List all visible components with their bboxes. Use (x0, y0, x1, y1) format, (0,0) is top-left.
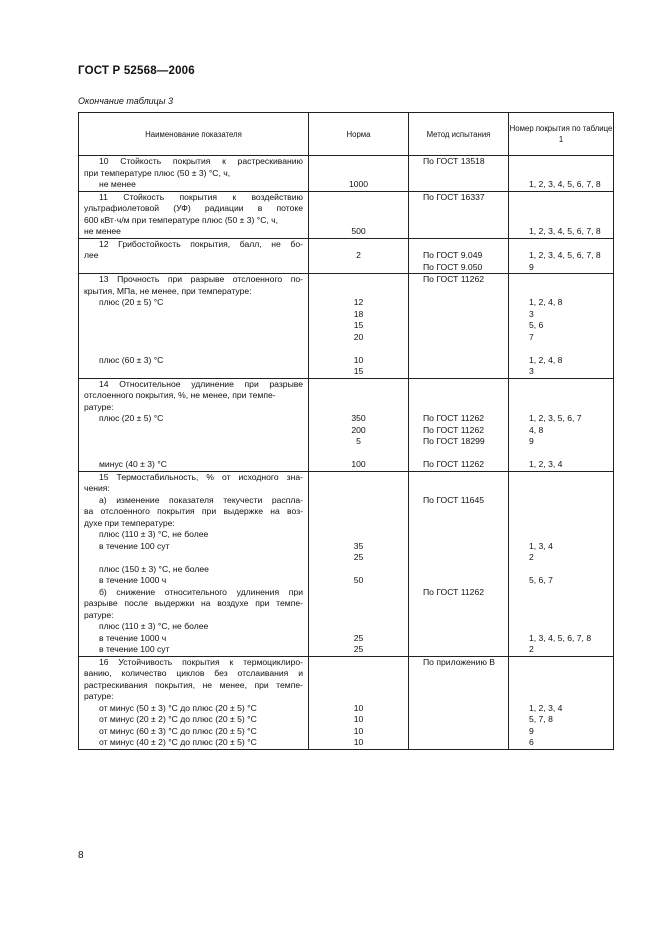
norm-line (309, 668, 408, 680)
method-line (409, 680, 508, 692)
cover-line (509, 668, 613, 680)
method-cell (409, 156, 509, 192)
method-line (409, 529, 508, 541)
name-line: отслоенного покрытия, %, не менее, при темпе- (84, 390, 276, 400)
cover-number-cell (509, 238, 614, 274)
norm-line (309, 621, 408, 633)
cover-line (509, 691, 613, 703)
cover-line (509, 657, 613, 669)
norm-line: 350 (351, 413, 366, 423)
name-line: 11 Стойкость покрытия к воздействию (99, 191, 303, 202)
indicator-cell (79, 191, 309, 238)
name-line: не менее (84, 226, 121, 236)
cover-line (509, 203, 613, 215)
norm-line (309, 239, 408, 251)
norm-line (309, 203, 408, 215)
cover-line (509, 495, 613, 507)
method-line: По ГОСТ 9.050 (423, 261, 483, 272)
method-line (409, 402, 508, 414)
header-method: Метод испытания (409, 113, 509, 156)
table-header-row (79, 113, 614, 156)
table-row (79, 191, 614, 238)
norm-line (309, 168, 408, 180)
header-cover-number: Номер покрытия по таблице 1 (509, 113, 614, 156)
cover-line: 1, 3, 4 (529, 540, 553, 551)
norm-cell (309, 156, 409, 192)
cover-number-cell (509, 471, 614, 656)
norm-line (309, 192, 408, 204)
norm-line: 10 (353, 714, 364, 724)
name-line: от минус (50 ± 3) °С до плюс (20 ± 5) °С (99, 702, 257, 713)
cover-line: 1, 2, 3, 4 (529, 459, 563, 469)
cover-line (509, 564, 613, 576)
cover-line: 1, 2, 4, 8 (529, 354, 563, 365)
norm-line: 20 (353, 331, 364, 342)
method-cell (409, 471, 509, 656)
method-cell (409, 274, 509, 379)
name-line: 10 Стойкость покрытия к растрескиванию (99, 156, 303, 166)
cover-line: 3 (529, 366, 534, 376)
norm-line (309, 274, 408, 286)
method-line (409, 541, 508, 553)
norm-line: 25 (353, 552, 364, 562)
name-line: 12 Грибостойкость покрытия, балл, не бо- (99, 238, 303, 249)
name-line: плюс (110 ± 3) °С, не более (99, 621, 209, 631)
name-line: разрыве после выдержки на воздухе при темпе- (84, 598, 303, 608)
cover-number-cell (509, 156, 614, 192)
method-line (409, 668, 508, 680)
name-line: минус (40 ± 3) °С (99, 459, 167, 469)
method-line (409, 472, 508, 484)
name-line (79, 552, 308, 564)
name-line: крытия, МПа, не менее, при температуре: (84, 285, 252, 296)
cover-line (509, 483, 613, 495)
cover-line (509, 239, 613, 251)
page-number: 8 (78, 850, 84, 861)
method-line (409, 691, 508, 703)
norm-line (309, 657, 408, 669)
indicator-cell (79, 656, 309, 749)
name-line: ратуре: (84, 401, 114, 412)
cover-line (509, 472, 613, 484)
method-line (409, 179, 508, 191)
cover-line (509, 168, 613, 180)
cover-line: 1, 2, 4, 8 (529, 297, 563, 307)
table-row (79, 656, 614, 749)
method-line (409, 366, 508, 378)
document-title: ГОСТ Р 52568—2006 (78, 65, 195, 77)
norm-line (309, 680, 408, 692)
norm-line: 50 (353, 575, 364, 585)
norm-line (309, 448, 408, 460)
data-table (78, 112, 614, 750)
norm-line (309, 390, 408, 402)
norm-line: 1000 (348, 179, 369, 189)
norm-line (309, 215, 408, 227)
cover-line: 5, 6, 7 (529, 575, 553, 585)
cover-line: 1, 2, 3, 4 (529, 702, 563, 713)
cover-line: 9 (529, 261, 534, 272)
cover-line: 4, 8 (529, 424, 544, 435)
method-line: По ГОСТ 9.049 (423, 250, 483, 260)
cover-line: 2 (529, 644, 534, 654)
indicator-cell (79, 274, 309, 379)
cover-line: 3 (529, 308, 534, 319)
name-line (79, 448, 308, 460)
norm-line (309, 483, 408, 495)
cover-line (509, 274, 613, 286)
method-line (409, 226, 508, 238)
name-line (79, 309, 308, 321)
method-line: По ГОСТ 11262 (423, 274, 485, 284)
method-line (409, 621, 508, 633)
norm-line: 200 (351, 424, 366, 435)
norm-line (309, 564, 408, 576)
cover-line: 7 (529, 331, 534, 342)
table-row (79, 156, 614, 192)
name-line: от минус (20 ± 2) °С до плюс (20 ± 5) °С (99, 714, 257, 724)
name-line: 14 Относительное удлинение при разрыве (99, 378, 303, 389)
cover-line: 9 (529, 725, 534, 736)
method-line (409, 737, 508, 749)
method-line (409, 448, 508, 460)
name-line: ванию, количество циклов без отслаивания и (84, 668, 303, 678)
cover-line: 1, 2, 3, 4, 5, 6, 7, 8 (529, 226, 601, 236)
cover-line (509, 402, 613, 414)
method-line (409, 644, 508, 656)
name-line (79, 320, 308, 332)
norm-line (309, 343, 408, 355)
norm-line: 10 (353, 737, 364, 747)
cover-line (509, 448, 613, 460)
method-line (409, 168, 508, 180)
norm-line (309, 495, 408, 507)
norm-line (309, 529, 408, 541)
name-line: в течение 1000 ч (99, 575, 167, 585)
table-caption: Окончание таблицы 3 (78, 96, 173, 106)
method-line: По ГОСТ 18299 (423, 436, 485, 446)
cover-line: 5, 7, 8 (529, 714, 553, 724)
cover-line: 1, 2, 3, 4, 5, 6, 7, 8 (529, 179, 601, 189)
cover-line: 9 (529, 436, 534, 446)
cover-line: 1, 2, 3, 5, 6, 7 (529, 413, 582, 423)
method-line (409, 309, 508, 321)
method-line (409, 320, 508, 332)
method-cell (409, 191, 509, 238)
method-line (409, 726, 508, 738)
cover-line: 6 (529, 737, 534, 747)
name-line: растрескивания покрытия, не менее, при темпе- (84, 679, 303, 690)
norm-line: 12 (353, 297, 364, 307)
method-line: По ГОСТ 11645 (423, 494, 485, 505)
name-line (79, 343, 308, 355)
method-line: По ГОСТ 13518 (423, 156, 485, 166)
name-line: ультрафиолетовой (УФ) радиации в потоке (84, 203, 303, 213)
name-line: а) изменение показателя текучести распла- (99, 494, 303, 505)
method-line (409, 518, 508, 530)
norm-line: 100 (351, 459, 366, 469)
name-line: при температуре плюс (50 ± 3) °С, ч, (84, 167, 231, 178)
norm-line (309, 587, 408, 599)
method-line (409, 203, 508, 215)
method-line (409, 343, 508, 355)
method-line (409, 483, 508, 495)
norm-line (309, 379, 408, 391)
cover-line (509, 680, 613, 692)
name-line: плюс (60 ± 3) °С (99, 354, 164, 365)
method-cell (409, 378, 509, 471)
cover-line (509, 587, 613, 599)
header-norm: Норма (309, 113, 409, 156)
cover-line: 2 (529, 552, 534, 562)
cover-line: 5, 6 (529, 320, 544, 330)
cover-line: 1, 3, 4, 5, 6, 7, 8 (529, 632, 592, 643)
cover-number-cell (509, 191, 614, 238)
method-line (409, 564, 508, 576)
table-row (79, 238, 614, 274)
cover-line (509, 192, 613, 204)
norm-line: 15 (353, 320, 364, 330)
name-line: плюс (110 ± 3) °С, не более (99, 529, 209, 539)
method-line (409, 297, 508, 309)
method-line (409, 703, 508, 715)
cover-line: 1, 2, 3, 4, 5, 6, 7, 8 (529, 250, 601, 260)
name-line: в течение 1000 ч (99, 632, 167, 643)
method-line: По ГОСТ 16337 (423, 191, 485, 202)
name-line: лее (84, 250, 99, 260)
method-line (409, 610, 508, 622)
norm-cell (309, 378, 409, 471)
name-line: 13 Прочность при разрыве отслоенного по- (99, 274, 303, 284)
method-line: По ГОСТ 11262 (423, 413, 485, 423)
method-line: По приложению В (423, 656, 496, 667)
name-line: 15 Термостабильность, % от исходного зна- (99, 471, 303, 482)
name-line: в течение 100 сут (99, 644, 170, 654)
norm-line: 500 (351, 226, 366, 236)
name-line: плюс (20 ± 5) °С (99, 297, 164, 307)
method-line (409, 239, 508, 251)
norm-line: 10 (353, 354, 364, 365)
norm-line (309, 691, 408, 703)
header-indicator: Наименование показателя (79, 113, 309, 156)
method-line (409, 355, 508, 367)
cover-line (509, 215, 613, 227)
method-line: По ГОСТ 11262 (423, 424, 485, 435)
name-line: от минус (60 ± 3) °С до плюс (20 ± 5) °С (99, 725, 257, 736)
norm-line: 10 (353, 725, 364, 736)
table-row (79, 471, 614, 656)
cover-line (509, 621, 613, 633)
method-line (409, 506, 508, 518)
method-line (409, 552, 508, 564)
norm-cell (309, 471, 409, 656)
cover-line (509, 343, 613, 355)
name-line: б) снижение относительного удлинения при (99, 586, 303, 597)
method-line (409, 714, 508, 726)
name-line: духе при температуре: (84, 517, 175, 528)
name-line: не менее (99, 179, 136, 189)
name-line (79, 436, 308, 448)
norm-line (309, 598, 408, 610)
norm-line (309, 472, 408, 484)
cover-line (509, 518, 613, 530)
norm-cell (309, 656, 409, 749)
cover-line (509, 286, 613, 298)
method-line (409, 286, 508, 298)
norm-line (309, 506, 408, 518)
norm-cell (309, 238, 409, 274)
indicator-cell (79, 238, 309, 274)
norm-line: 25 (353, 644, 364, 654)
cover-number-cell (509, 274, 614, 379)
norm-line (309, 402, 408, 414)
method-cell (409, 238, 509, 274)
name-line: ва отслоенного покрытия при выдержке на воз- (84, 506, 303, 516)
method-line (409, 390, 508, 402)
norm-line (309, 518, 408, 530)
norm-line: 35 (353, 540, 364, 551)
name-line: плюс (150 ± 3) °С, не более (99, 563, 209, 574)
method-line: По ГОСТ 11262 (423, 459, 485, 469)
table-row (79, 274, 614, 379)
indicator-cell (79, 378, 309, 471)
name-line (79, 332, 308, 344)
norm-line: 18 (353, 308, 364, 319)
method-line (409, 598, 508, 610)
name-line: ратуре: (84, 609, 114, 620)
method-line (409, 379, 508, 391)
name-line: 600 кВт·ч/м при температуре плюс (50 ± 3) °С, ч, (84, 214, 279, 225)
name-line: 16 Устойчивость покрытия к термоциклиро- (99, 656, 303, 667)
cover-line (509, 156, 613, 168)
table-row (79, 378, 614, 471)
norm-line (309, 286, 408, 298)
indicator-cell (79, 156, 309, 192)
cover-line (509, 379, 613, 391)
cover-line (509, 390, 613, 402)
norm-cell (309, 274, 409, 379)
name-line (79, 425, 308, 437)
method-cell (409, 656, 509, 749)
name-line: чения: (84, 483, 110, 493)
method-line (409, 575, 508, 587)
norm-line: 10 (353, 702, 364, 713)
method-line: По ГОСТ 11262 (423, 586, 485, 597)
norm-line: 25 (353, 632, 364, 643)
method-line (409, 332, 508, 344)
name-line: плюс (20 ± 5) °С (99, 413, 164, 423)
norm-line (309, 610, 408, 622)
norm-line: 5 (356, 436, 361, 446)
cover-line (509, 598, 613, 610)
norm-line (309, 156, 408, 168)
name-line (79, 366, 308, 378)
cover-line (509, 529, 613, 541)
name-line: от минус (40 ± 2) °С до плюс (20 ± 5) °С (99, 737, 257, 747)
norm-line: 2 (356, 250, 361, 260)
cover-line (509, 506, 613, 518)
norm-line: 15 (353, 366, 364, 376)
cover-number-cell (509, 656, 614, 749)
norm-cell (309, 191, 409, 238)
method-line (409, 633, 508, 645)
name-line: ратуре: (84, 691, 114, 701)
cover-number-cell (509, 378, 614, 471)
method-line (409, 215, 508, 227)
cover-line (509, 610, 613, 622)
name-line: в течение 100 сут (99, 540, 170, 551)
indicator-cell (79, 471, 309, 656)
